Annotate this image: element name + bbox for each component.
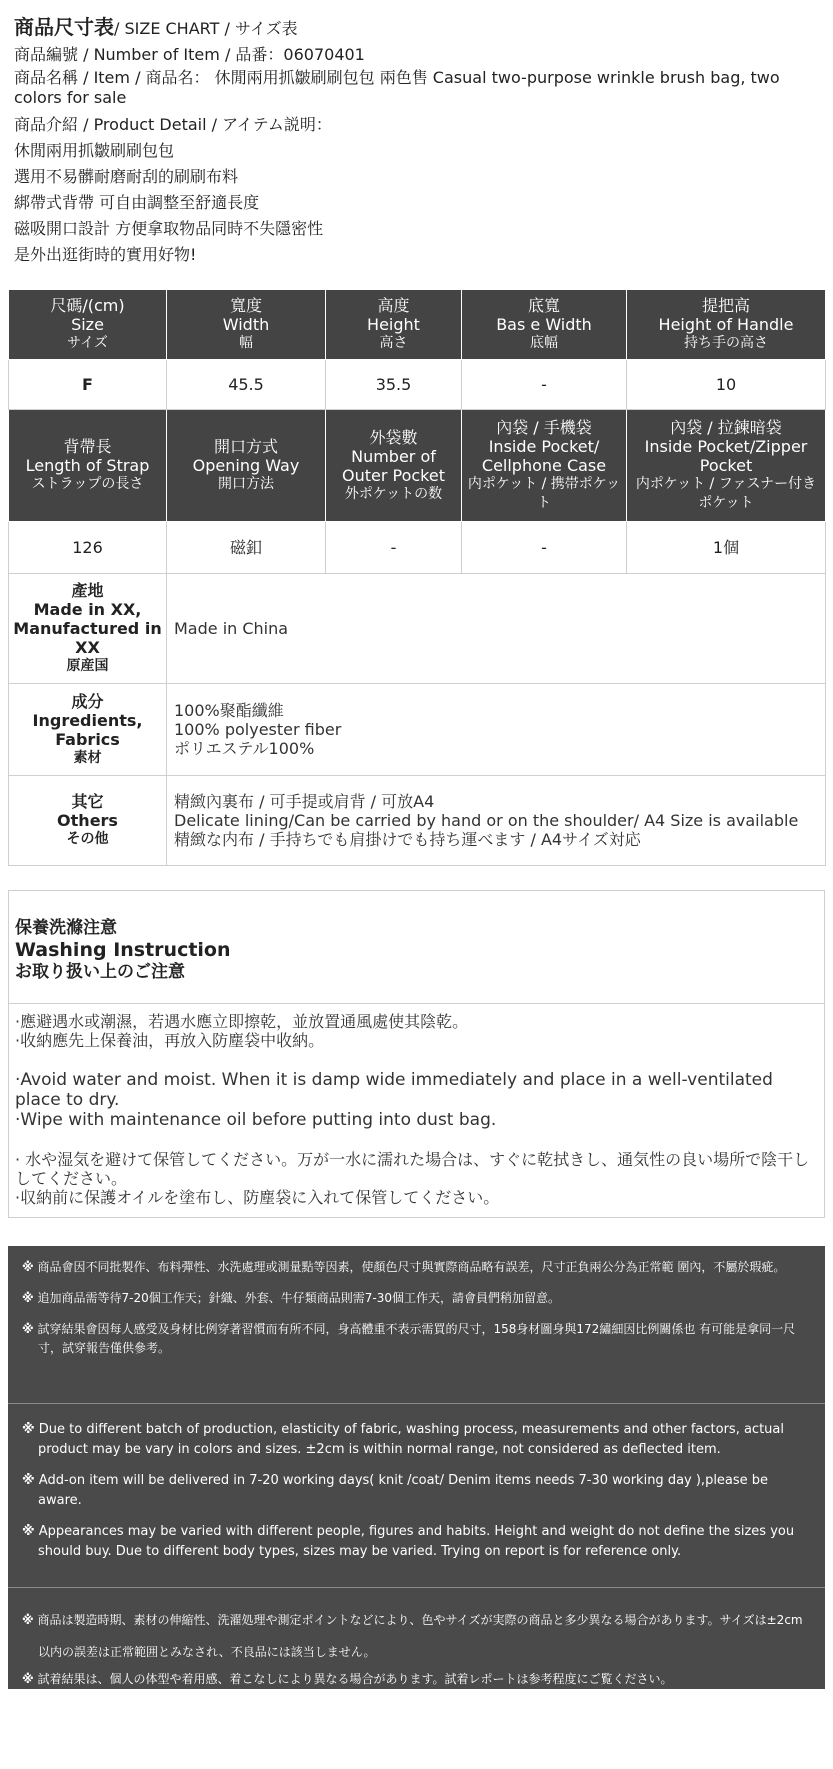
product-info [14, 14, 819, 268]
washing-line: ·Avoid water and moist. When it is damp wide immediately and place in a well-ventilated place to dry. [15, 1070, 773, 1110]
washing-line: ·Wipe with maintenance oil before putting into dust bag. [15, 1110, 497, 1130]
size-value-row [9, 360, 826, 410]
value-cell-zipper-pocket: 1個 [627, 522, 826, 574]
detail-line: 是外出逛街時的實用好物! [14, 245, 197, 264]
ingredients-row [9, 684, 826, 776]
note-item: ※ 商品は製造時期、素材の伸縮性、洗濯処理や測定ポイントなどにより、色やサイズが実際の商品と多少異なる場合があります。サイズは±2cm以内の誤差は正常範囲とみなされ、不良品には該当しません。 [22, 1613, 803, 1659]
size-header-row [9, 290, 826, 360]
value-cell-width: 45.5 [167, 360, 326, 410]
washing-instruction [8, 890, 825, 1218]
note-item: ※ Add-on item will be delivered in 7-20 working days( knit /coat/ Denim items needs 7-30 working day ),please be aware. [22, 1473, 769, 1508]
others-row [9, 776, 826, 866]
detail-line: 休閒兩用抓皺刷刷包包 [14, 141, 175, 160]
header-cell-base-width: 底寬 Bas e Width 底幅 [462, 290, 627, 360]
washing-line: ·收納應先上保養油，再放入防塵袋中收納。 [15, 1031, 325, 1050]
header-cell-outer-pocket: 外袋數 Number of Outer Pocket 外ポケットの数 [326, 410, 462, 522]
size-header-row [9, 410, 826, 522]
header-cell-handle-height: 提把高 Height of Handle 持ち手の高さ [627, 290, 826, 360]
header-cell-width: 寬度 Width 幅 [167, 290, 326, 360]
note-item: ※ 試穿結果會因每人感受及身材比例穿著習慣而有所不同，身高體重不表示需買的尺寸，158身材圖身與172繡細因比例關係也 有可能是拿同一尺寸，試穿報告僅供參考。 [22, 1322, 796, 1355]
header-cell-height: 高度 Height 高さ [326, 290, 462, 360]
origin-row [9, 574, 826, 684]
note-item: ※ 試着結果は、個人の体型や着用感、着こなしにより異なる場合があります。試着レポートは参考程度にご覧ください。 [22, 1672, 673, 1686]
size-value-row [9, 522, 826, 574]
value-cell-cellphone-pocket: - [462, 522, 627, 574]
value-cell-handle-height: 10 [627, 360, 826, 410]
item-name: 商品名稱 / Item / 商品名： 休閒兩用抓皺刷刷包包 兩色售 Casual two-purpose wrinkle brush bag, two colors for sale [14, 68, 785, 107]
value-cell-base-width: - [462, 360, 627, 410]
value-cell-height: 35.5 [326, 360, 462, 410]
header-cell-size: 尺碼/(cm) Size サイズ [9, 290, 167, 360]
notes-panel [8, 1246, 825, 1689]
washing-line: · 水や湿気を避けて保管してください。万が一水に濡れた場合は、すぐに乾拭きし、通気性の良い場所で陰干ししてください。 [15, 1150, 810, 1188]
others-value: 精緻內裏布 / 可手提或肩背 / 可放A4 Delicate lining/Can be carried by hand or on the shoulder/ A4 Size is available 精緻な内布 / 手持ちでも肩掛けでも持ち運べます / A4サイズ対応 [167, 776, 826, 866]
value-cell-opening-way: 磁釦 [167, 522, 326, 574]
note-item: ※ 追加商品需等待7-20個工作天；針織、外套、牛仔類商品則需7-30個工作天，請會員們稍加留意。 [22, 1291, 560, 1305]
others-label: 其它 Others その他 [9, 776, 167, 866]
note-item: ※ 商品會因不同批製作、布料彈性、水洗處理或測量點等因素，使顏色尺寸與實際商品略有誤差，尺寸正負兩公分為正常範 圍內，不屬於瑕疵。 [22, 1260, 786, 1274]
note-item: ※ Due to different batch of production, elasticity of fabric, washing process, measurements and other factors, actual product may be vary in colors and sizes. ±2cm is within normal range, not considered as deflected item. [22, 1422, 784, 1457]
detail-line: 綁帶式背帶 可自由調整至舒適長度 [14, 193, 260, 212]
item-number: 商品編號 / Number of Item / 品番：06070401 [14, 45, 365, 64]
washing-line: ·収納前に保護オイルを塗布し、防塵袋に入れて保管してください。 [15, 1188, 500, 1207]
notes-section-jp [8, 1587, 825, 1689]
origin-label: 產地 Made in XX, Manufactured in XX 原産国 [9, 574, 167, 684]
value-cell-size: F [9, 360, 167, 410]
origin-value: Made in China [167, 574, 826, 684]
detail-line: 選用不易髒耐磨耐刮的刷刷布料 [14, 167, 239, 186]
value-cell-strap-length: 126 [9, 522, 167, 574]
ingredients-value: 100%聚酯纖維 100% polyester fiber ポリエステル100% [167, 684, 826, 776]
size-chart-title: 商品尺寸表/ SIZE CHART / サイズ表 [14, 15, 298, 39]
size-table [8, 289, 826, 866]
header-cell-cellphone-pocket: 內袋 / 手機袋 Inside Pocket/ Cellphone Case 内ポケット / 携帯ポケット [462, 410, 627, 522]
note-item: ※ Appearances may be varied with different people, figures and habits. Height and weight do not define the sizes you should buy. Due to different body types, sizes may be varied. Trying on report is for reference only. [22, 1524, 795, 1559]
header-cell-opening-way: 開口方式 Opening Way 開口方法 [167, 410, 326, 522]
notes-section-en [8, 1403, 825, 1587]
washing-line: ·應避遇水或潮濕，若遇水應立即擦乾，並放置通風處使其陰乾。 [15, 1012, 469, 1031]
detail-line: 磁吸開口設計 方便拿取物品同時不失隱密性 [14, 219, 324, 238]
product-detail-label: 商品介紹 / Product Detail / アイテム説明： [14, 115, 332, 134]
header-cell-strap-length: 背帶長 Length of Strap ストラップの長さ [9, 410, 167, 522]
notes-section-zh [8, 1246, 825, 1403]
washing-title: 保養洗滌注意 Washing Instruction お取り扱い上のご注意 [9, 891, 824, 1004]
ingredients-label: 成分 Ingredients, Fabrics 素材 [9, 684, 167, 776]
value-cell-outer-pocket: - [326, 522, 462, 574]
header-cell-zipper-pocket: 內袋 / 拉鍊暗袋 Inside Pocket/Zipper Pocket 内ポケット / ファスナー付きポケット [627, 410, 826, 522]
washing-body [9, 1004, 824, 1217]
